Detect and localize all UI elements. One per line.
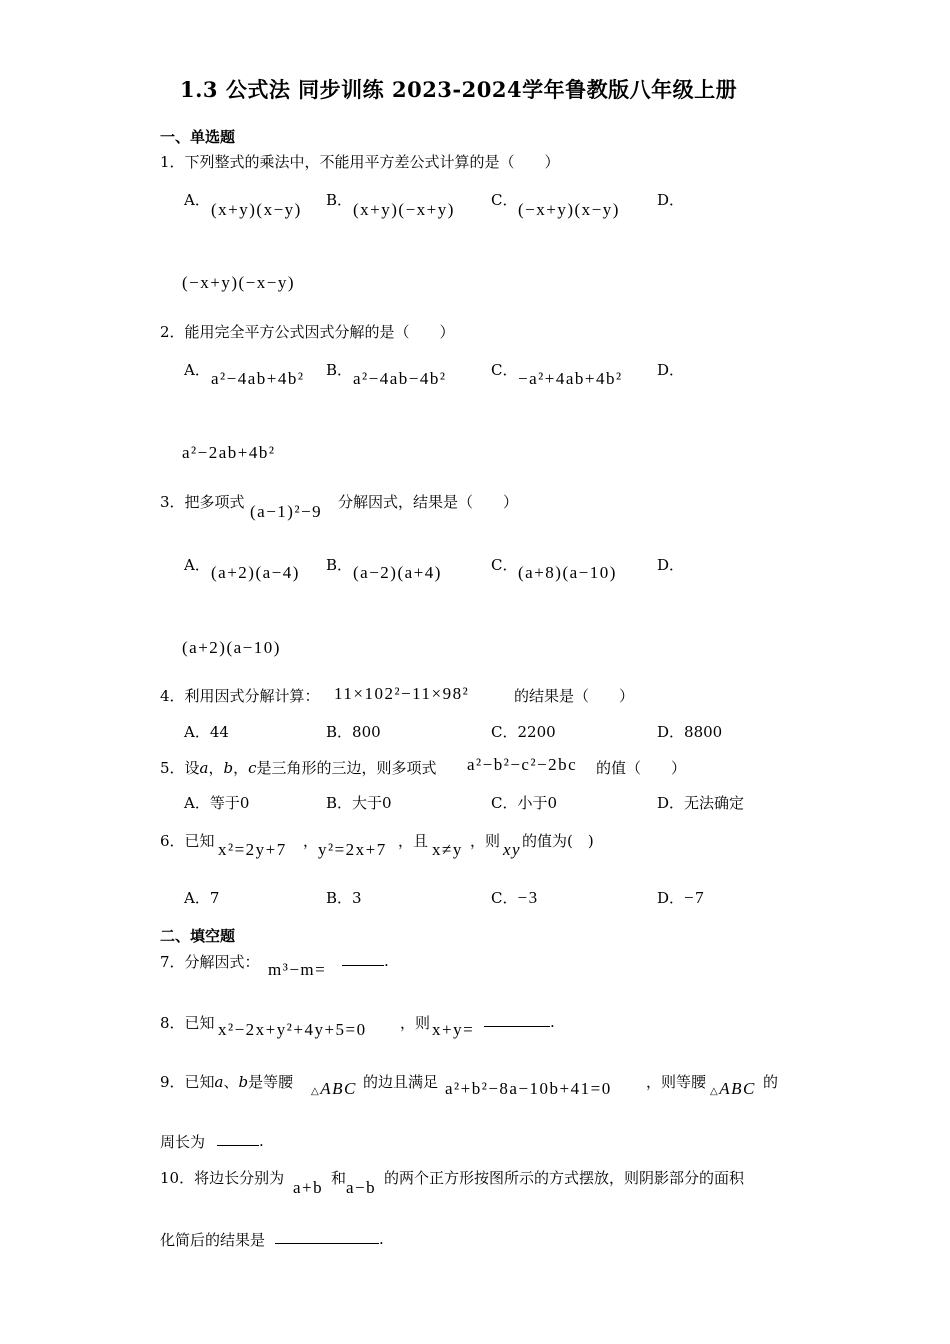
section-heading-single-choice: 一、单选题 — [160, 128, 236, 146]
q3-option-d-expr: (a+2)(a−10) — [182, 638, 281, 657]
q5-option-b[interactable]: B．大于0 — [326, 794, 392, 812]
question-6-eq-2: y²=2x+7 — [318, 840, 387, 859]
q6-option-d[interactable] — [657, 887, 705, 908]
q5-option-c[interactable]: C．小于0 — [491, 794, 558, 812]
section-heading-fill-blank: 二、填空题 — [160, 927, 236, 945]
question-10-mid: 和 — [331, 1169, 347, 1187]
q9-var-b: b — [238, 1073, 249, 1091]
question-6-eq-3: x≠y — [432, 840, 463, 859]
question-10-expr-1: a+b — [293, 1178, 324, 1197]
question-6-eq-1: x²=2y+7 — [218, 840, 287, 859]
q6-option-c[interactable] — [491, 887, 539, 908]
question-3-stem-prefix: 3．把多项式 — [160, 493, 245, 511]
question-7-stem: 7．分解因式： — [160, 953, 260, 971]
q5-var-a: a — [199, 759, 209, 777]
question-5-stem-suffix: 的值（ ） — [596, 759, 687, 777]
q1-option-a-expr: (x+y)(x−y) — [211, 200, 302, 219]
q1-option-d-label[interactable]: D． — [657, 191, 685, 209]
q5-var-c: c — [248, 759, 257, 777]
q4-option-d[interactable]: D．8800 — [657, 723, 723, 741]
q2-option-b-expr: a²−4ab−4b² — [353, 369, 447, 388]
q2-option-b-label[interactable]: B． — [326, 361, 353, 379]
question-8-answer-blank[interactable] — [484, 1012, 555, 1031]
question-8-expr-2: x+y= — [432, 1020, 475, 1039]
question-6-sep-3: ，则 — [470, 832, 501, 850]
q5-sep-1: ， — [208, 759, 224, 777]
question-9-mid-3: ，则等腰 — [646, 1073, 707, 1091]
question-7-answer-blank[interactable] — [342, 951, 389, 970]
q3-option-b-expr: (a−2)(a+4) — [353, 563, 442, 582]
q4-option-c[interactable]: C．2200 — [491, 723, 556, 741]
q5-var-b: b — [223, 759, 234, 777]
question-9-mid-2: 的边且满足 — [363, 1073, 439, 1091]
q1-option-a-label[interactable]: A． — [184, 191, 210, 209]
q5-mid: 是三角形的三边，则多项式 — [256, 759, 437, 777]
q5-prefix: 5．设 — [160, 759, 200, 777]
question-10-stem: 10．将边长分别为 — [160, 1169, 285, 1187]
q2-option-c-label[interactable]: C． — [491, 361, 518, 379]
q3-option-a-expr: (a+2)(a−4) — [211, 563, 300, 582]
question-3-stem-suffix: 分解因式，结果是（ ） — [338, 493, 519, 511]
q2-option-c-expr: −a²+4ab+4b² — [518, 369, 623, 388]
q1-option-b-expr: (x+y)(−x+y) — [353, 200, 455, 219]
q9-triangle-1-label: ABC — [320, 1079, 357, 1098]
question-6-eq-4: xy — [503, 840, 522, 859]
question-8-period: . — [550, 1013, 555, 1031]
question-9-post-1: 的 — [763, 1073, 779, 1091]
question-9-triangle-1 — [311, 1079, 357, 1099]
question-7-expr: m³−m= — [268, 960, 327, 979]
q6-option-d-label: D． — [657, 889, 685, 907]
q6-option-d-value: −7 — [684, 888, 706, 907]
question-4-stem-suffix: 的结果是（ ） — [514, 687, 635, 705]
triangle-icon: △ — [311, 1086, 321, 1097]
q6-option-c-label: C． — [491, 889, 518, 907]
q1-option-d-expr: (−x+y)(−x−y) — [182, 273, 295, 292]
question-8-stem: 8．已知 — [160, 1014, 215, 1032]
q9-triangle-2-label: ABC — [719, 1079, 756, 1098]
question-8-mid: ，则 — [400, 1014, 431, 1032]
q5-option-a[interactable]: A．等于0 — [184, 794, 250, 812]
question-1-stem: 1．下列整式的乘法中，不能用平方差公式计算的是（ ） — [160, 153, 560, 171]
question-6-stem-prefix: 6．已知 — [160, 832, 215, 850]
question-5-stem-expr: a²−b²−c²−2bc — [467, 755, 578, 774]
q3-option-c-label[interactable]: C． — [491, 556, 518, 574]
q9-var-a: a — [214, 1073, 224, 1091]
question-9-stem-part-1 — [160, 1071, 293, 1092]
question-10-answer-blank[interactable] — [275, 1229, 384, 1248]
question-9-period: . — [259, 1132, 264, 1150]
question-4-stem-expr: 11×102²−11×98² — [334, 684, 470, 703]
question-9-triangle-2 — [710, 1079, 756, 1099]
question-6-sep-2: ，且 — [398, 832, 429, 850]
q1-option-b-label[interactable]: B． — [326, 191, 353, 209]
q6-option-a[interactable]: A．7 — [184, 889, 220, 907]
q4-option-b[interactable]: B．800 — [326, 723, 381, 741]
question-10-post: 的两个正方形按图所示的方式摆放，则阴影部分的面积 — [384, 1169, 745, 1187]
q2-option-a-expr: a²−4ab+4b² — [211, 369, 305, 388]
q5-sep-2: ， — [233, 759, 249, 777]
question-2-stem: 2．能用完全平方公式因式分解的是（ ） — [160, 323, 455, 341]
q2-option-a-label[interactable]: A． — [184, 361, 210, 379]
q9-dun: 、 — [223, 1073, 239, 1091]
page-title: 1.3 公式法 同步训练 2023-2024学年鲁教版八年级上册 — [180, 77, 738, 102]
question-4-stem-prefix: 4．利用因式分解计算： — [160, 687, 320, 705]
triangle-icon: △ — [710, 1086, 720, 1097]
question-9-answer-blank[interactable] — [217, 1131, 264, 1150]
q5-option-d[interactable]: D．无法确定 — [657, 794, 745, 812]
q3-option-c-expr: (a+8)(a−10) — [518, 563, 617, 582]
question-9-line-2: 周长为 — [160, 1133, 206, 1151]
q9-prefix: 9．已知 — [160, 1073, 215, 1091]
question-10-period: . — [379, 1230, 384, 1248]
question-6-sep-1: ， — [303, 832, 319, 850]
question-7-period: . — [384, 952, 389, 970]
question-10-expr-2: a−b — [346, 1178, 377, 1197]
q6-option-b[interactable]: B．3 — [326, 889, 362, 907]
question-6-stem-suffix: 的值为( ) — [522, 832, 594, 850]
q3-option-d-label[interactable]: D． — [657, 556, 685, 574]
question-5-stem — [160, 757, 437, 778]
q6-option-c-value: −3 — [517, 888, 539, 907]
question-10-line-2: 化简后的结果是 — [160, 1231, 266, 1249]
q2-option-d-expr: a²−2ab+4b² — [182, 443, 276, 462]
q4-option-a[interactable]: A．44 — [184, 723, 229, 741]
q1-option-c-label[interactable]: C． — [491, 191, 518, 209]
q2-option-d-label[interactable]: D． — [657, 361, 685, 379]
question-8-expr: x²−2x+y²+4y+5=0 — [218, 1020, 367, 1039]
q1-option-c-expr: (−x+y)(x−y) — [518, 200, 620, 219]
q9-mid-1: 是等腰 — [248, 1073, 294, 1091]
q3-option-a-label[interactable]: A． — [184, 556, 210, 574]
question-9-expr: a²+b²−8a−10b+41=0 — [445, 1079, 612, 1098]
question-3-stem-expr: (a−1)²−9 — [250, 502, 323, 521]
q3-option-b-label[interactable]: B． — [326, 556, 353, 574]
